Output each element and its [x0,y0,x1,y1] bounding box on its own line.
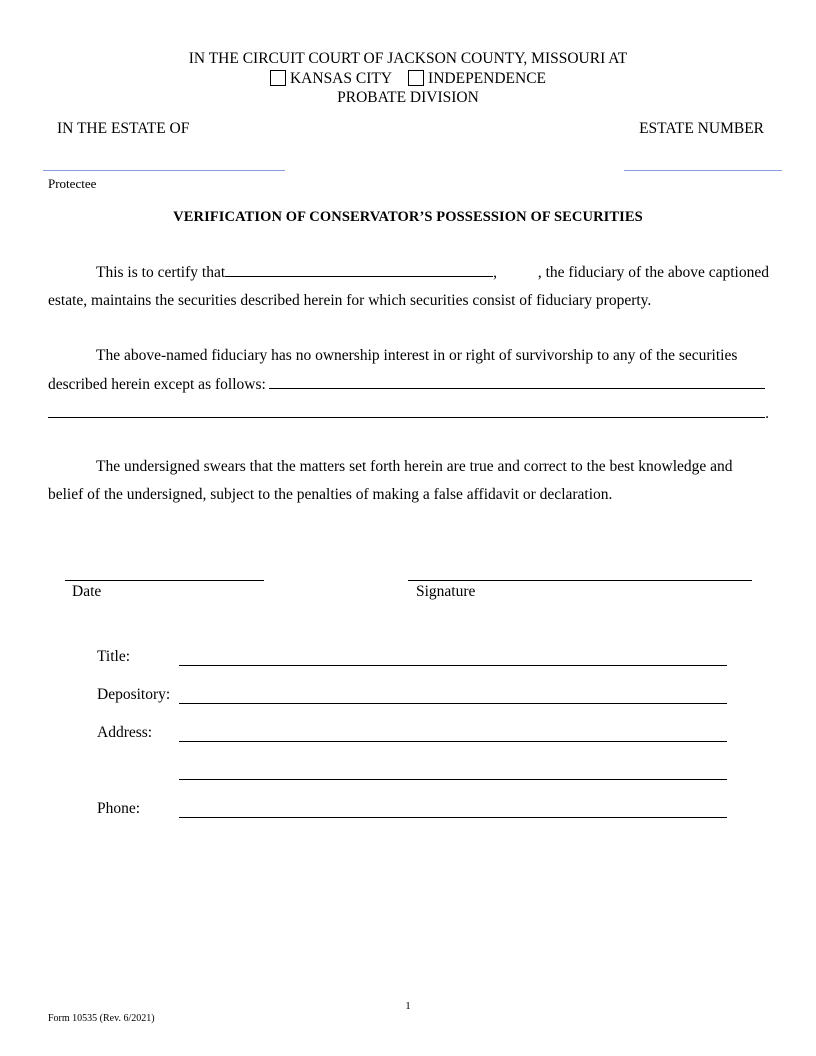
date-field[interactable] [65,580,264,581]
exceptions-field-line2[interactable] [48,399,765,418]
certification-line1 [48,259,769,287]
estate-number-label: ESTATE NUMBER [639,120,764,137]
exceptions-field-line1[interactable] [269,370,765,389]
court-location-options [0,69,816,89]
ownership-line2 [48,370,769,399]
signature-label: Signature [416,583,476,600]
estate-of-label: IN THE ESTATE OF [57,120,190,137]
except-as-follows: described herein except as follows: [48,376,266,393]
ownership-paragraph [48,342,769,428]
oath-line2: belief of the undersigned, subject to the penalties of making a false affidavit or declaration. [48,486,613,503]
protectee-name-field[interactable] [43,170,285,171]
court-header-line1: IN THE CIRCUIT COURT OF JACKSON COUNTY, MISSOURI AT [188,50,628,67]
phone-field[interactable] [179,817,727,818]
certification-paragraph [48,259,769,315]
date-label: Date [72,583,102,600]
fiduciary-name-blank[interactable] [225,262,493,277]
ownership-line1: The above-named fiduciary has no ownership interest in or right of survivorship to any of the securities [96,347,738,364]
address-field-line1[interactable] [179,741,727,742]
estate-number-field[interactable] [624,170,782,171]
probate-division: PROBATE DIVISION [337,89,479,106]
court-header [0,49,816,108]
protectee-label: Protectee [48,176,97,191]
kansas-city-checkbox[interactable] [270,70,286,86]
ownership-line3 [48,399,769,428]
independence-checkbox[interactable] [408,70,424,86]
oath-paragraph [48,453,769,509]
fiduciary-text: , the fiduciary of the above captioned [537,264,769,281]
signature-field[interactable] [408,580,752,581]
exceptions-end-mark: . [765,405,769,422]
form-title: VERIFICATION OF CONSERVATOR’S POSSESSION OF SECURITIES [173,209,643,225]
fiduciary-text-start: , [493,264,498,281]
certify-text: This is to certify that [96,264,226,281]
form-id: Form 10535 (Rev. 6/2021) [48,1013,155,1024]
kansas-city-label: KANSAS CITY [289,69,393,87]
title-label: Title: [97,648,131,665]
depository-field[interactable] [179,703,727,704]
independence-label: INDEPENDENCE [428,69,547,87]
page-number: 1 [405,1000,411,1012]
certification-line2: estate, maintains the securities described herein for which securities consist of fiduciary property. [48,292,652,309]
phone-label: Phone: [97,800,141,817]
oath-line1: The undersigned swears that the matters set forth herein are true and correct to the best knowledge and [96,458,733,475]
depository-label: Depository: [97,686,171,703]
address-label: Address: [97,724,153,741]
address-field-line2[interactable] [179,779,727,780]
title-field[interactable] [179,665,727,666]
